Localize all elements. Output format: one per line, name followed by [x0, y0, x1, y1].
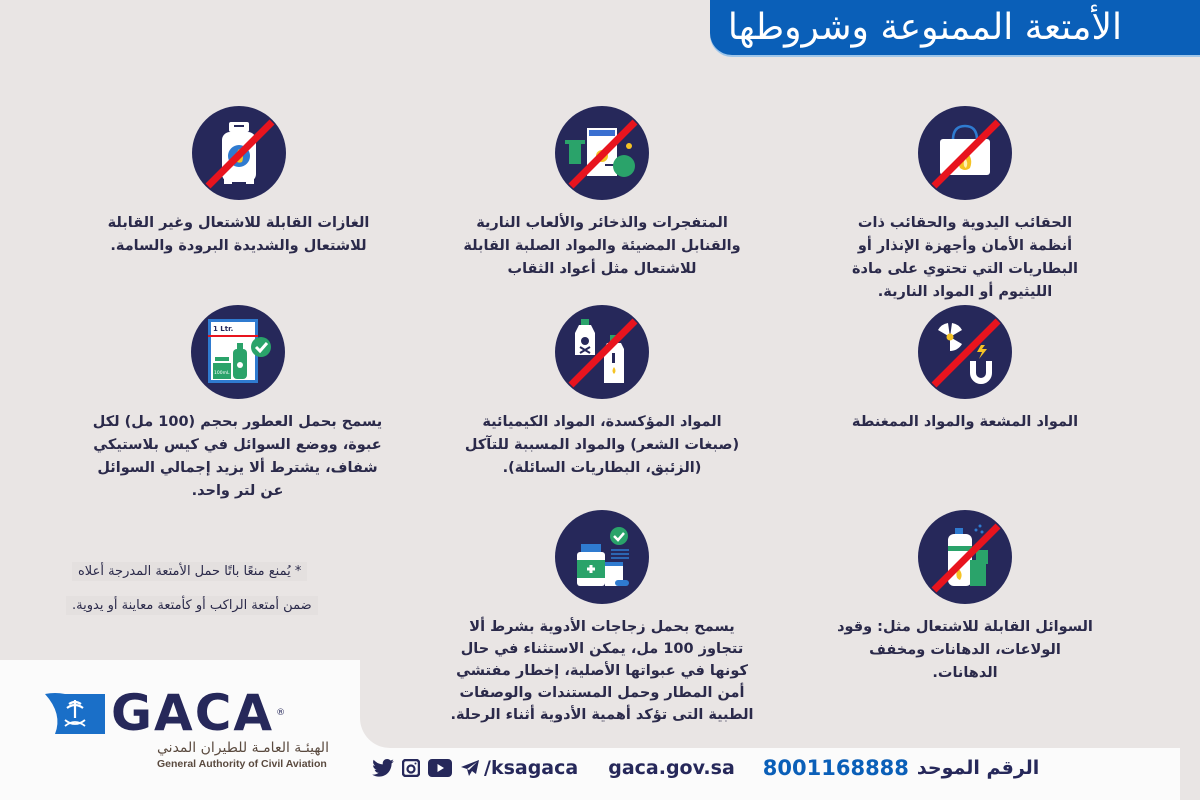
phone-number[interactable]: 8001168888: [762, 756, 909, 780]
allowed-medicine-bottles-icon: [555, 510, 649, 604]
logo-arabic-name: الهيئـة العامـة للطيران المدني: [157, 740, 329, 756]
prohibited-radioactive-magnet-icon: [918, 305, 1012, 399]
gaca-logo[interactable]: [45, 684, 329, 770]
header-banner: [710, 0, 1200, 55]
item-radioactive-magnetic: [835, 305, 1095, 434]
item-text: المتفجرات والذخائر والألعاب النارية والقنابل المضيئة والمواد الصلبة القابلة للاشتعال مثل أعواد الثقاب: [463, 215, 741, 277]
note-line-1: * يُمنع منعًا باتًا حمل الأمتعة المدرجة أعلاه: [72, 562, 307, 581]
telegram-icon[interactable]: [460, 759, 480, 777]
item-text: الحقائب اليدوية والحقائب ذات أنظمة الأمان وأجهزة الإنذار أو البطاريات التي تحتوي على مادة الليثيوم أو المواد النارية.: [851, 215, 1079, 300]
item-handbags-security: [835, 106, 1095, 304]
logo-english-name: General Authority of Civil Aviation: [157, 758, 327, 770]
item-text: يسمح بحمل زجاجات الأدوية بشرط ألا تتجاوز 100 مل، يمكن الاستثناء في حال كونها في عبواتها الأصلية، إخطار مفتشي أمن المطار وحمل المستندات والوصفات الطبية التى تؤكد أهمية الأدوية أثناء الرحلة.: [450, 619, 754, 723]
prohibited-gas-cylinder-icon: [192, 106, 286, 200]
youtube-icon[interactable]: [428, 759, 452, 777]
item-liquids-allowed: [85, 305, 390, 503]
svg-text:1 Ltr.: 1 Ltr.: [212, 325, 233, 333]
prohibited-bag-fire-icon: [918, 106, 1012, 200]
registered-mark: ®: [276, 708, 286, 718]
phone-label: الرقم الموحد: [916, 757, 1040, 779]
prohibited-explosives-matches-icon: [555, 106, 649, 200]
logo-wordmark: GACA: [111, 684, 275, 742]
item-text: الغازات القابلة للاشتعال وغير القابلة للاشتعال والشديدة البرودة والسامة.: [107, 215, 370, 254]
item-text: المواد المؤكسدة، المواد الكيميائية (صبغات الشعر) والمواد المسببة للتآكل (الزئبق، البطاريات السائلة).: [464, 414, 740, 476]
saudi-emblem-icon: [45, 692, 105, 734]
prohibited-chemical-bottles-icon: [555, 305, 649, 399]
allowed-liquids-bag-icon: [191, 305, 285, 399]
item-medicine-allowed: [448, 510, 756, 726]
instagram-icon[interactable]: [402, 759, 420, 777]
page-title: الأمتعة الممنوعة وشروطها: [727, 7, 1122, 48]
twitter-icon[interactable]: [372, 759, 394, 777]
note-line-2: ضمن أمتعة الراكب أو كأمتعة معاينة أو يدوية.: [66, 596, 318, 615]
item-text: يسمح بحمل العطور بحجم (100 مل) لكل عبوة، ووضع السوائل في كيس بلاستيكي شفاف، يشترط ألا يزيد إجمالي السوائل عن لتر واحد.: [92, 414, 383, 499]
item-explosives: [458, 106, 746, 281]
social-handle[interactable]: /ksagaca: [484, 757, 579, 779]
item-text: المواد المشعة والمواد الممغنطة: [851, 414, 1079, 430]
item-chemicals: [458, 305, 746, 480]
contact-row: [372, 756, 1039, 780]
svg-text:100mL: 100mL: [213, 371, 229, 376]
website-link[interactable]: gaca.gov.sa: [608, 757, 735, 779]
item-gases: [96, 106, 381, 258]
prohibited-spray-lighter-icon: [918, 510, 1012, 604]
item-text: السوائل القابلة للاشتعال مثل: وقود الولاعات، الدهانات ومخفف الدهانات.: [837, 619, 1093, 681]
item-flammable-liquids: [835, 510, 1095, 685]
social-icons: [372, 759, 480, 777]
